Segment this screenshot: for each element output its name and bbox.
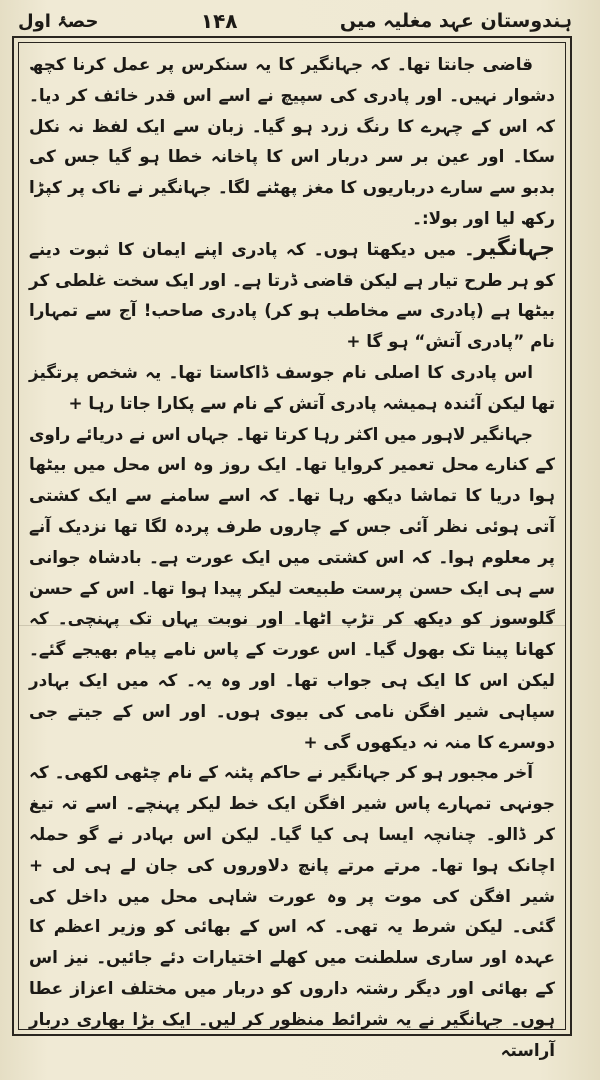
running-header [18, 4, 572, 38]
paragraph: قاضی جانتا تھا۔ کہ جہانگیر کا یہ سنکرس پر عمل کرنا کچھ دشوار نہیں۔ اور پادری کی سپیچ نے اسے اس قدر خائف کر دیا۔ کہ اس کے چہرے کا رنگ زرد ہو گیا۔ زبان سے ایک لفظ نہ نکل سکا۔ اور عین بر سر دربار اس کا پاخانہ خطا ہو گیا جس کی بدبو سے سارے درباریوں کا مغز پھٹنے لگا۔ جہانگیر نے ناک پر کپڑا رکھ لیا اور بولا:۔ [29, 54, 555, 228]
book-title: ہندوستان عہد مغلیہ میں [339, 10, 572, 32]
part-label: حصۂ اول [18, 10, 99, 32]
paragraph: جہانگیر۔ میں دیکھتا ہوں۔ کہ پادری اپنے ایمان کا ثبوت دینے کو ہر طرح تیار ہے لیکن قاضی ڈرتا ہے۔ اور ایک سخت غلطی کر بیٹھا ہے (پادری سے مخاطب ہو کر) پادری صاحب! آج سے تمہارا نام ”پادری آتش“ ہو گا + [29, 235, 555, 352]
body-text [29, 49, 555, 1065]
paragraph: جہانگیر لاہور میں اکثر رہا کرتا تھا۔ جہاں اس نے دریائے راوی کے کنارے محل تعمیر کروایا تھا۔ ایک روز وہ اس محل میں بیٹھا ہوا دریا کا تماشا دیکھ رہا تھا۔ کہ اسے سامنے سے ایک کشتی آتی ہوئی نظر آئی جس کے چاروں طرف پردہ لگا تھا نزدیک آنے پر معلوم ہوا۔ کہ اس کشتی میں ایک عورت ہے۔ بادشاہ جوانی سے ہی ایک حسن پرست طبیعت لیکر پیدا ہوا تھا۔ اس کے حسن گلوسوز کو دیکھ کر تڑپ اٹھا۔ اور نوبت یہاں تک پہنچی۔ کہ کھانا پینا تک بھول گیا۔ اس عورت کے پاس نامے پیام بھیجے گئے۔ لیکن اس کا ایک ہی جواب تھا۔ اور وہ یہ۔ کہ میں ایک بہادر سپاہی شیر افگن نامی کی بیوی ہوں۔ اور اس کے جیتے جی دوسرے کا منہ نہ دیکھوں گی + [29, 423, 555, 752]
speaker-name: جہانگیر [474, 235, 555, 261]
page-number: ۱۴۸ [200, 9, 238, 33]
paragraph: آخر مجبور ہو کر جہانگیر نے حاکم پٹنہ کے نام چٹھی لکھی۔ کہ جونہی تمہارے پاس شیر افگن ایک خط لیکر پہنچے۔ اسے تہ تیغ کر ڈالو۔ چنانچہ ایسا ہی کیا گیا۔ لیکن اس بہادر نے گو حملہ اچانک ہوا تھا۔ مرتے مرتے پانچ دلاوروں کی جان لے ہی لی + شیر افگن کی موت پر وہ عورت شاہی محل میں داخل کی گئی۔ لیکن شرط یہ تھی۔ کہ اس کے بھائی کو وزیر اعظم کا عہدہ اور ساری سلطنت میں کھلے اختیارات دئے جائیں۔ نیز اس کے بھائی اور دیگر رشتہ داروں کو دربار میں مختلف اعزاز عطا ہوں۔ جہانگیر نے یہ شرائط منظور کر لیں۔ ایک بڑا بھاری دربار آراستہ [29, 762, 555, 1060]
page-border-inner [18, 42, 566, 1060]
paragraph: اس پادری کا اصلی نام جوسف ڈاکاستا تھا۔ یہ شخص پرتگیز تھا لیکن آئندہ ہمیشہ پادری آتش کے نام سے پکارا جاتا رہا + [29, 361, 555, 413]
